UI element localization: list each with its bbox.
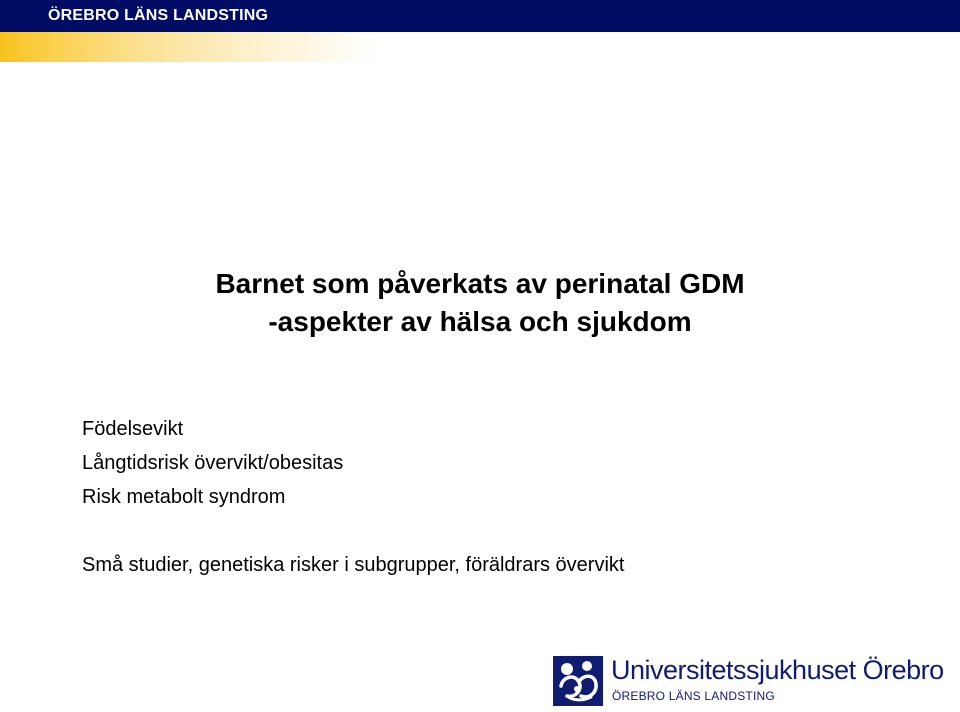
list-item: Födelsevikt [82, 418, 184, 440]
title-line-1: Barnet som påverkats av perinatal GDM [215, 268, 745, 299]
organization-name: ÖREBRO LÄNS LANDSTING [48, 7, 269, 24]
logo-name: Universitetssjukhuset Örebro [611, 655, 944, 685]
content-list [82, 412, 343, 514]
slide-title [0, 265, 960, 341]
list-item: Risk metabolt syndrom [82, 486, 286, 508]
list-item: Långtidsrisk övervikt/obesitas [82, 452, 344, 474]
logo-subtitle: ÖREBRO LÄNS LANDSTING [612, 689, 775, 703]
top-header-bar [0, 0, 960, 32]
hospital-emblem-icon [553, 656, 603, 706]
title-line-2: -aspekter av hälsa och sjukdom [268, 306, 692, 337]
accent-strip [0, 32, 380, 62]
footnote-text: Små studier, genetiska risker i subgrupper, föräldrars övervikt [82, 554, 625, 576]
hospital-logo [553, 656, 953, 708]
